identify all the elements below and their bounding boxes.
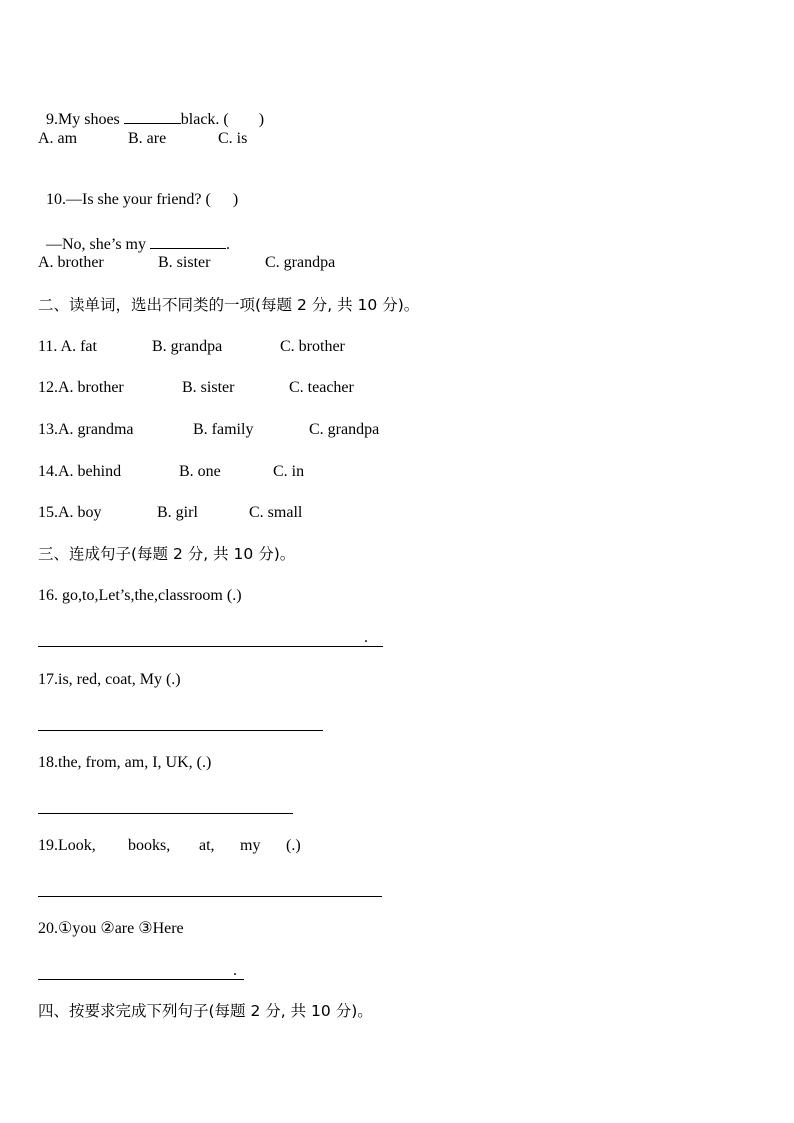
question-16: 16. go,to,Let’s,the,classroom (.) xyxy=(38,587,242,604)
section-2-heading: 二、读单词，选出不同类的一项(每题 2 分, 共 10 分)。 xyxy=(38,296,420,314)
option-b: B. sister xyxy=(158,254,211,271)
option-c: C. grandpa xyxy=(265,254,336,271)
paren-close: ) xyxy=(258,111,265,128)
question-12 xyxy=(38,378,124,398)
section-3-heading: 三、连成句子(每题 2 分, 共 10 分)。 xyxy=(38,545,296,563)
answer-line[interactable] xyxy=(38,979,244,980)
period: . xyxy=(226,236,230,253)
option-a: A. brother xyxy=(58,379,124,396)
option-b: B. one xyxy=(179,463,221,480)
section-4-heading: 四、按要求完成下列句子(每题 2 分, 共 10 分)。 xyxy=(38,1002,373,1020)
fill-blank[interactable] xyxy=(150,232,226,249)
question-10-line-2 xyxy=(38,212,230,255)
option-a: A. grandma xyxy=(58,421,134,438)
question-number: 9. xyxy=(46,111,58,128)
question-number: 13. xyxy=(38,421,58,438)
option-b: B. family xyxy=(193,421,254,438)
question-text: black. ( xyxy=(180,111,229,128)
word: Look, xyxy=(58,837,96,854)
option-b: B. grandpa xyxy=(152,338,223,355)
word: books, xyxy=(128,837,171,854)
end-period: . xyxy=(233,962,237,979)
option-c: C. teacher xyxy=(289,379,354,396)
question-11 xyxy=(38,337,97,357)
option-a: A. boy xyxy=(58,504,102,521)
answer-line[interactable] xyxy=(38,813,293,814)
option-a: A. brother xyxy=(38,254,104,271)
question-20: 20.①you ②are ③Here xyxy=(38,920,184,937)
option-a: A. am xyxy=(38,130,78,147)
question-number: 19. xyxy=(38,837,58,854)
question-text: —No, she’s my xyxy=(46,236,150,253)
question-text: —Is she your friend? ( xyxy=(66,191,211,208)
question-18: 18.the, from, am, I, UK, (.) xyxy=(38,754,212,771)
option-c: C. grandpa xyxy=(309,421,380,438)
question-9 xyxy=(38,87,264,130)
question-14 xyxy=(38,462,121,482)
question-15 xyxy=(38,503,102,523)
question-number: 12. xyxy=(38,379,58,396)
option-c: C. brother xyxy=(280,338,345,355)
question-19 xyxy=(38,836,96,856)
question-number: 14. xyxy=(38,463,58,480)
end-period: . xyxy=(364,629,368,646)
option-a: A. fat xyxy=(60,338,97,355)
answer-line[interactable] xyxy=(38,730,323,731)
option-b: B. are xyxy=(128,130,167,147)
question-text: My shoes xyxy=(58,111,124,128)
option-c: C. is xyxy=(218,130,248,147)
answer-line[interactable] xyxy=(38,896,382,897)
question-number: 11. xyxy=(38,338,61,355)
question-number: 10. xyxy=(46,191,66,208)
option-b: B. sister xyxy=(182,379,235,396)
answer-line[interactable] xyxy=(38,646,383,647)
question-number: 15. xyxy=(38,504,58,521)
word: at, xyxy=(199,837,215,854)
question-10 xyxy=(38,170,238,210)
paren-close: ) xyxy=(232,191,239,208)
option-a: A. behind xyxy=(58,463,122,480)
option-c: C. in xyxy=(273,463,305,480)
fill-blank[interactable] xyxy=(124,107,181,124)
question-13 xyxy=(38,420,134,440)
question-17: 17.is, red, coat, My (.) xyxy=(38,671,181,688)
word: my xyxy=(240,837,261,854)
word: (.) xyxy=(286,837,301,854)
option-c: C. small xyxy=(249,504,303,521)
option-b: B. girl xyxy=(157,504,198,521)
